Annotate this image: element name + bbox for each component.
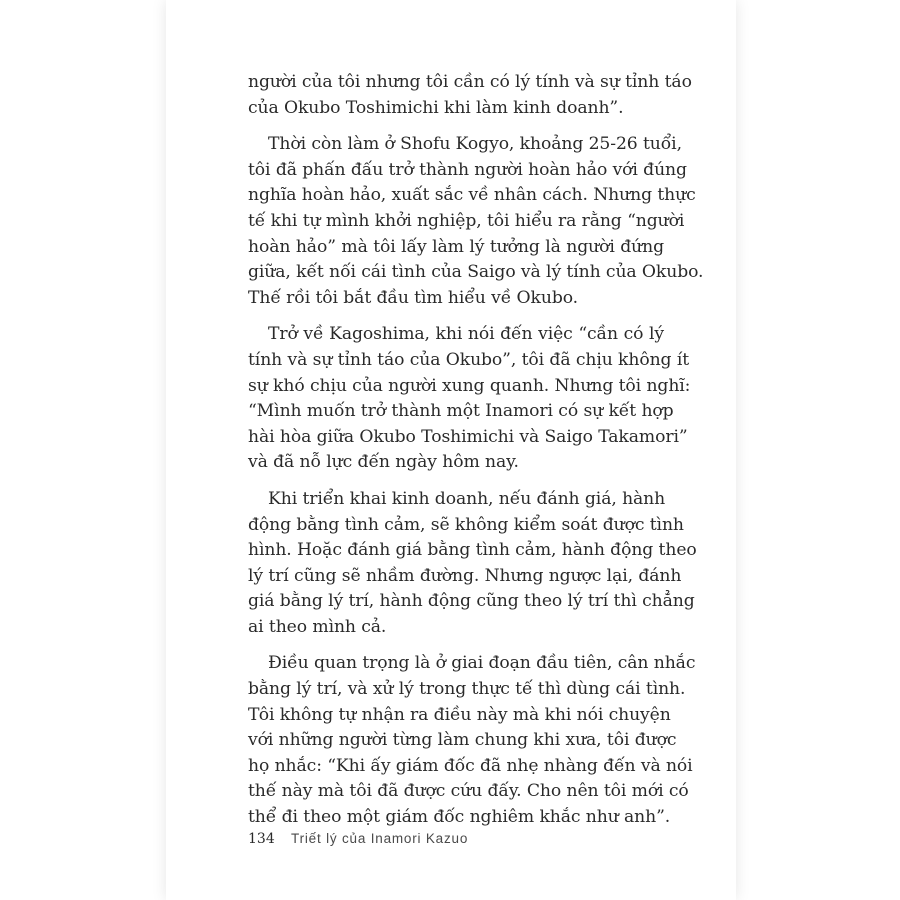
text-line: thể đi theo một giám đốc nghiêm khắc như anh”. [248,807,671,828]
text-line: người của tôi nhưng tôi cần có lý tính và sự tỉnh táo [248,72,692,92]
text-line: nghĩa hoàn hảo, xuất sắc về nhân cách. Nhưng thực [248,185,696,206]
text-line: hoàn hảo” mà tôi lấy làm lý tưởng là người đứng [248,236,664,257]
text-line: giữa, kết nối cái tình của Saigo và lý tính của Okubo. [248,262,704,283]
text-line: “Mình muốn trở thành một Inamori có sự kết hợp [248,401,674,422]
text-line: Điều quan trọng là ở giai đoạn đầu tiên, cân nhắc [268,653,696,674]
paragraph [248,132,704,311]
text-line: họ nhắc: “Khi ấy giám đốc đã nhẹ nhàng đến và nói [248,755,693,776]
page-footer [248,831,468,847]
text-line: Tôi không tự nhận ra điều này mà khi nói chuyện [248,704,671,725]
paragraph [248,322,691,476]
text-line: hài hòa giữa Okubo Toshimichi và Saigo Takamori” [248,426,688,447]
text-line: và đã nỗ lực đến ngày hôm nay. [248,452,519,473]
text-line: thế này mà tôi đã được cứu đấy. Cho nên tôi mới có [248,781,689,802]
paragraph [248,487,697,641]
text-line: Khi triển khai kinh doanh, nếu đánh giá, hành [268,488,666,509]
text-line: tế khi tự mình khởi nghiệp, tôi hiểu ra rằng “người [248,210,685,231]
text-line: giá bằng lý trí, hành động cũng theo lý trí thì chẳng [248,591,695,612]
page-number: 134 [248,831,275,847]
text-line: lý trí cũng sẽ nhầm đường. Nhưng ngược lại, đánh [248,565,682,586]
text-line: sự khó chịu của người xung quanh. Nhưng tôi nghĩ: [248,375,691,396]
text-line: ai theo mình cả. [248,616,387,637]
text-line: động bằng tình cảm, sẽ không kiểm soát được tình [248,514,684,535]
text-line: hình. Hoặc đánh giá bằng tình cảm, hành động theo [248,540,697,561]
text-line: Trở về Kagoshima, khi nói đến việc “cần có lý [268,324,664,345]
text-line: với những người từng làm chung khi xưa, tôi được [248,730,677,751]
paragraph [248,651,696,830]
text-line: Thế rồi tôi bắt đầu tìm hiểu về Okubo. [248,287,579,308]
paragraph [248,70,692,121]
text-line: Thời còn làm ở Shofu Kogyo, khoảng 25-26 tuổi, [268,134,682,155]
body-text [248,70,704,842]
running-title: Triết lý của Inamori Kazuo [291,831,469,846]
text-line: của Okubo Toshimichi khi làm kinh doanh”. [248,97,624,118]
text-line: tôi đã phấn đấu trở thành người hoàn hảo với đúng [248,159,687,180]
text-line: bằng lý trí, và xử lý trong thực tế thì dùng cái tình. [248,679,686,700]
text-line: tính và sự tỉnh táo của Okubo”, tôi đã chịu không ít [248,349,690,370]
